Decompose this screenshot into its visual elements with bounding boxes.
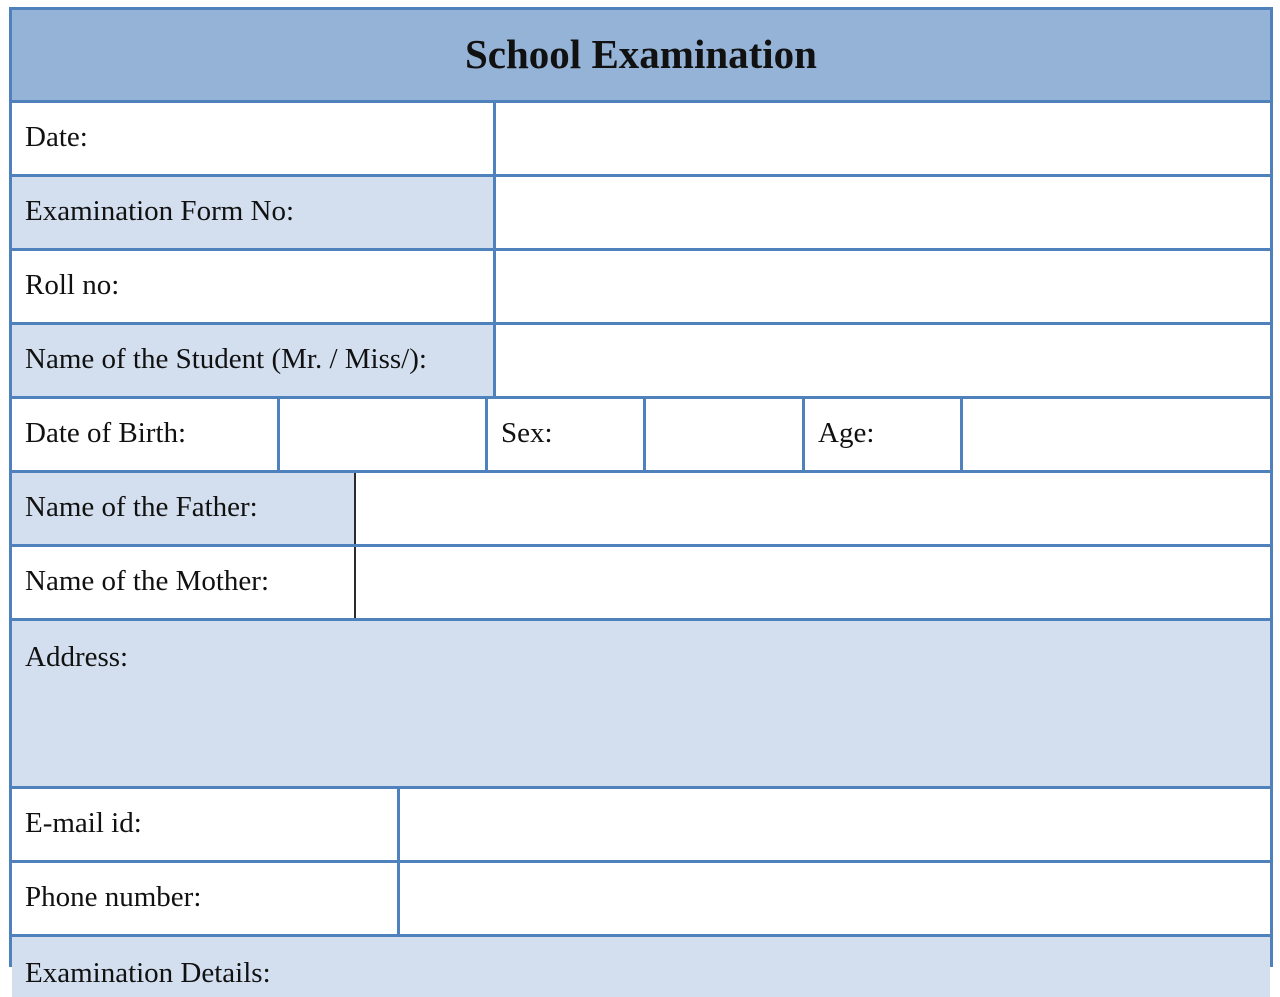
roll-no-field[interactable] <box>496 251 1270 322</box>
dob-sex-age-row <box>12 399 1270 473</box>
sex-field[interactable] <box>646 399 805 470</box>
form-no-label-cell <box>12 177 496 248</box>
date-row <box>12 103 1270 177</box>
age-label-cell <box>805 399 963 470</box>
form-no-label: Examination Form No: <box>25 195 295 227</box>
date-field[interactable] <box>496 103 1270 174</box>
email-field[interactable] <box>400 789 1270 860</box>
form-no-field[interactable] <box>496 177 1270 248</box>
mother-label: Name of the Mother: <box>25 565 270 597</box>
email-label: E-mail id: <box>25 807 142 839</box>
form-header <box>12 10 1270 103</box>
exam-details-label: Examination Details: <box>25 957 271 989</box>
age-field[interactable] <box>963 399 1270 470</box>
father-row <box>12 473 1270 547</box>
roll-no-label: Roll no: <box>25 269 120 301</box>
dob-label-cell <box>12 399 280 470</box>
date-label-cell <box>12 103 496 174</box>
father-label: Name of the Father: <box>25 491 258 523</box>
roll-no-label-cell <box>12 251 496 322</box>
student-name-label: Name of the Student (Mr. / Miss/): <box>25 343 427 375</box>
email-label-cell <box>12 789 400 860</box>
roll-no-row <box>12 251 1270 325</box>
address-label: Address: <box>25 641 129 673</box>
mother-row <box>12 547 1270 621</box>
dob-field[interactable] <box>280 399 488 470</box>
phone-field[interactable] <box>400 863 1270 934</box>
form-no-row <box>12 177 1270 251</box>
phone-label: Phone number: <box>25 881 202 913</box>
age-label: Age: <box>818 417 875 449</box>
phone-label-cell <box>12 863 400 934</box>
mother-field[interactable] <box>356 547 1270 618</box>
address-row <box>12 621 1270 789</box>
address-field[interactable] <box>12 681 1270 786</box>
dob-label: Date of Birth: <box>25 417 187 449</box>
mother-label-cell <box>12 547 356 618</box>
student-name-row <box>12 325 1270 399</box>
sex-label-cell <box>488 399 646 470</box>
student-name-label-cell <box>12 325 496 396</box>
student-name-field[interactable] <box>496 325 1270 396</box>
date-label: Date: <box>25 121 88 153</box>
exam-details-row <box>12 937 1270 997</box>
father-label-cell <box>12 473 356 544</box>
sex-label: Sex: <box>501 417 553 449</box>
phone-row <box>12 863 1270 937</box>
school-examination-form <box>9 7 1273 989</box>
form-title: School Examination <box>465 31 817 77</box>
father-field[interactable] <box>356 473 1270 544</box>
email-row <box>12 789 1270 863</box>
